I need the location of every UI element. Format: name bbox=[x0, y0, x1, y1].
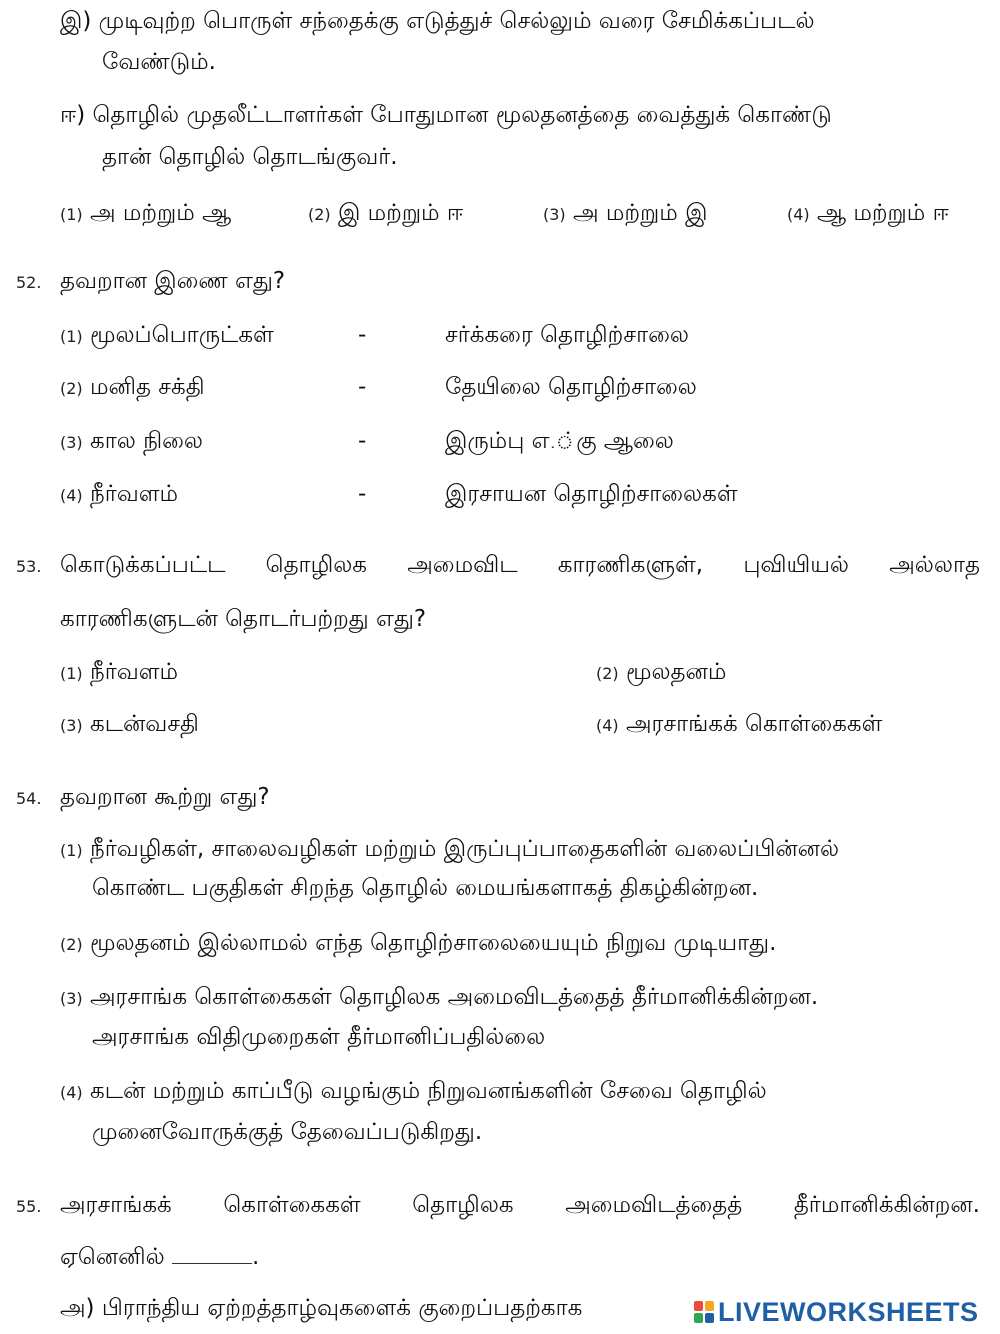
question-number: 55. bbox=[16, 1197, 42, 1216]
liveworksheets-logo bbox=[694, 1296, 979, 1328]
q55-item-a: அ) பிராந்திய ஏற்றத்தாழ்வுகளைக் குறைப்பதற்காக bbox=[60, 1295, 583, 1321]
prev-item-i-line2: வேண்டும். bbox=[102, 49, 216, 75]
question-number: 53. bbox=[16, 557, 42, 576]
answer-blank[interactable] bbox=[172, 1245, 252, 1264]
question-text-line1: அரசாங்கக் கொள்கைகள் தொழிலக அமைவிடத்தைத் தீர்மானிக்கின்றன. bbox=[60, 1192, 980, 1218]
q53-option[interactable]: (3) கடன்வசதி bbox=[60, 711, 199, 737]
question-text-line2: ஏனெனில் . bbox=[60, 1244, 260, 1270]
question-text-line1: கொடுக்கப்பட்ட தொழிலக அமைவிட காரணிகளுள், புவியியல் அல்லாத bbox=[60, 552, 980, 578]
prev-option[interactable]: (3) அ மற்றும் இ bbox=[543, 200, 708, 226]
prev-item-i-line1: இ) முடிவுற்ற பொருள் சந்தைக்கு எடுத்துச் செல்லும் வரை சேமிக்கப்படல் bbox=[60, 8, 815, 34]
q53-option[interactable]: (4) அரசாங்கக் கொள்கைகள் bbox=[596, 711, 883, 737]
prev-option[interactable]: (2) இ மற்றும் ஈ bbox=[308, 200, 464, 226]
q53-option[interactable]: (2) மூலதனம் bbox=[596, 659, 727, 685]
question-text: தவறான இணை எது? bbox=[60, 268, 286, 294]
prev-item-ii-line2: தான் தொழில் தொடங்குவர். bbox=[102, 144, 398, 170]
q53-option[interactable]: (1) நீர்வளம் bbox=[60, 659, 179, 685]
question-text-line2: காரணிகளுடன் தொடர்பற்றது எது? bbox=[60, 606, 427, 632]
prev-option[interactable]: (4) ஆ மற்றும் ஈ bbox=[787, 200, 949, 226]
prev-item-ii-line1: ஈ) தொழில் முதலீட்டாளர்கள் போதுமான மூலதனத்தை வைத்துக் கொண்டு bbox=[60, 102, 832, 128]
question-number: 52. bbox=[16, 273, 42, 292]
question-text: தவறான கூற்று எது? bbox=[60, 784, 270, 810]
question-number: 54. bbox=[16, 789, 42, 808]
logo-text: LIVEWORKSHEETS bbox=[718, 1296, 979, 1327]
logo-mark-icon bbox=[694, 1301, 714, 1323]
prev-option[interactable]: (1) அ மற்றும் ஆ bbox=[60, 200, 232, 226]
